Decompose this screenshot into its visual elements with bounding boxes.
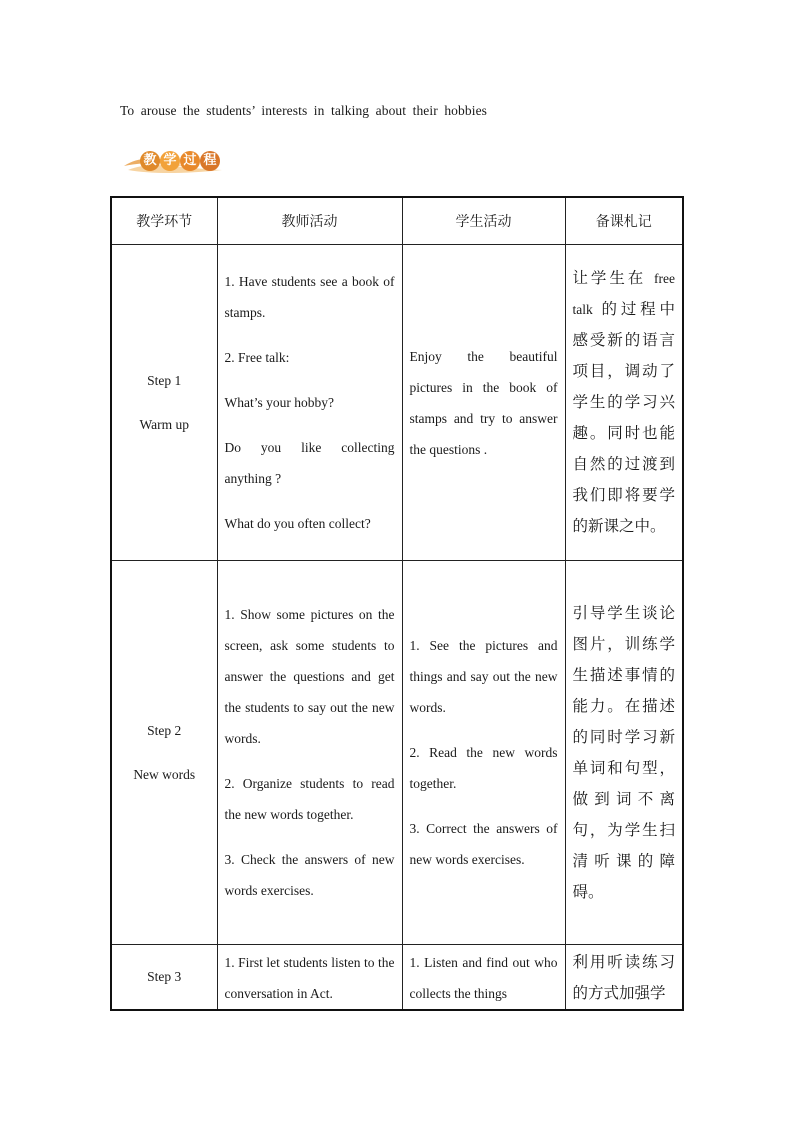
teacher-activity-item: What do you often collect? (224, 516, 371, 531)
step-label: Step 3 (147, 969, 182, 984)
table-header-row (111, 197, 683, 245)
notes-part: 让学生在 (572, 269, 647, 287)
student-activity-item: 1. Listen and find out who collects the things (409, 955, 558, 1001)
table-row (111, 245, 683, 561)
table-row (111, 945, 683, 1011)
teacher-activity-item: What’s your hobby? (224, 395, 334, 410)
lesson-plan-table (110, 196, 684, 1011)
header-teacher-activity: 教师活动 (217, 197, 402, 245)
step-label: Step 1 (147, 372, 182, 388)
teacher-activity-item: 2. Organize students to read the new words together. (224, 776, 395, 822)
notes-part: 的过程中感受新的语言项目，调动了学生的学习兴趣。同时也能自然的过渡到我们即将要学的新课之中。 (572, 300, 675, 535)
banner-char: 程 (200, 151, 220, 171)
student-activity-item: 2. Read the new words together. (409, 745, 558, 791)
teacher-activity-item: 1. First let students listen to the conversation in Act. (224, 955, 395, 1001)
student-activity-item: Enjoy the beautiful pictures in the book of stamps and try to answer the questions . (409, 348, 558, 457)
notes-text: 利用听读练习的方式加强学 (572, 953, 675, 1002)
student-activity-cell (402, 945, 565, 1011)
teacher-activity-item: 1. Have students see a book of stamps. (224, 274, 395, 320)
student-activity-cell (402, 245, 565, 561)
student-activity-item: 1. See the pictures and things and say out the new words. (409, 638, 558, 715)
header-notes: 备课札记 (565, 197, 683, 245)
notes-text (573, 263, 676, 542)
teacher-activity-item: 2. Free talk: (224, 350, 290, 365)
teacher-activity-item: 3. Check the answers of new words exercises. (224, 852, 395, 898)
teacher-activity-cell (217, 561, 402, 945)
teacher-activity-cell (217, 945, 402, 1011)
student-activity-item: 3. Correct the answers of new words exercises. (409, 821, 558, 867)
banner-char: 教 (140, 151, 160, 171)
step-cell (111, 945, 217, 1011)
step-label: Step 2 (147, 722, 182, 738)
table-row (111, 561, 683, 945)
notes-cell (565, 945, 683, 1011)
step-name: New words (133, 766, 196, 782)
notes-cell (565, 245, 683, 561)
objective-text: To arouse the students’ interests in talking about their hobbies (120, 103, 488, 118)
banner-char: 过 (180, 151, 200, 171)
notes-text: 引导学生谈论图片，训练学生描述事情的能力。在描述的同时学习新单词和句型，做到词不离句，为学生扫清听课的障碍。 (572, 603, 675, 901)
teacher-activity-cell (217, 245, 402, 561)
notes-cell (565, 561, 683, 945)
section-banner (140, 151, 220, 171)
teacher-activity-item: Do you like collecting anything ? (224, 440, 395, 486)
banner-char: 学 (160, 151, 180, 171)
header-stage: 教学环节 (111, 197, 217, 245)
notes-part: free talk (572, 271, 675, 317)
header-student-activity: 学生活动 (402, 197, 565, 245)
step-name: Warm up (139, 416, 190, 432)
step-cell (111, 561, 217, 945)
student-activity-cell (402, 561, 565, 945)
teacher-activity-item: 1. Show some pictures on the screen, ask some students to answer the questions and get the students to say out the new words. (224, 607, 395, 746)
step-cell (111, 245, 217, 561)
